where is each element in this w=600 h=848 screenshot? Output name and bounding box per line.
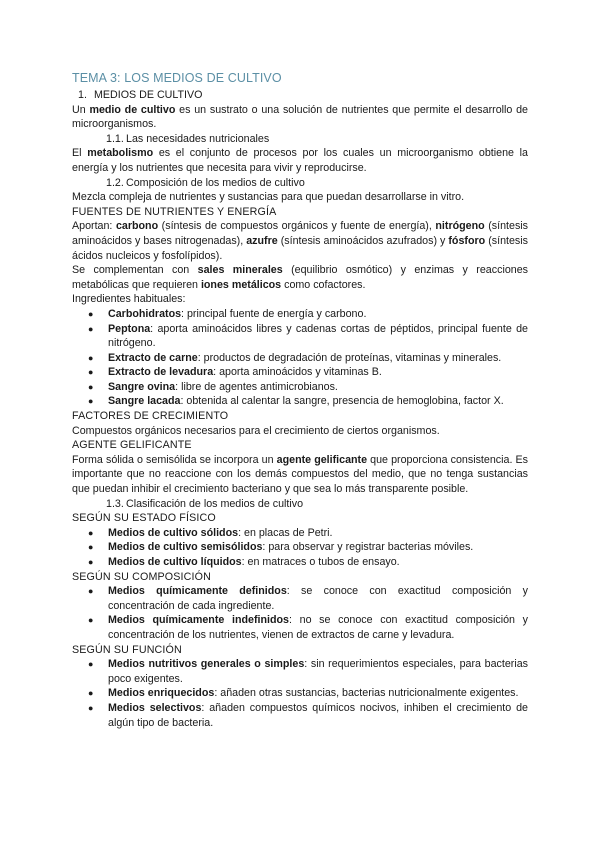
bullet-icon: ● (88, 557, 94, 567)
list-item (72, 380, 528, 395)
agente-heading: AGENTE GELIFICANTE (72, 439, 192, 452)
bold-term: Sangre lacada (108, 395, 181, 408)
item-desc: : para observar y registrar bacterias móviles. (262, 541, 474, 554)
item-desc: : sin requerimientos especiales, para bacterias poco exigentes. (108, 658, 528, 685)
mezcla-paragraph: Mezcla compleja de nutrientes y sustancias para que puedan desarrollarse in vitro. (72, 191, 465, 204)
bold-term: metabolismo (87, 147, 154, 160)
text-run: El (72, 147, 88, 160)
item-desc: : añaden otras sustancias, bacterias nutricionalmente exigentes. (214, 687, 519, 700)
bullet-icon: ● (88, 396, 94, 407)
bold-term: medio de cultivo (89, 103, 176, 116)
bold-term: Medios selectivos (108, 701, 202, 714)
section-label: MEDIOS DE CULTIVO (94, 89, 203, 101)
list-item (72, 613, 528, 642)
document-title: TEMA 3: LOS MEDIOS DE CULTIVO (72, 71, 282, 85)
list-item (72, 584, 528, 613)
section-label: Clasificación de los medios de cultivo (126, 497, 304, 510)
list-item (72, 555, 528, 570)
list-item (72, 351, 528, 366)
text-run: (síntesis aminoácidos azufrados) y (277, 234, 449, 247)
bold-term: Medios químicamente definidos (108, 585, 287, 598)
metabolismo-paragraph (72, 146, 528, 175)
bold-term: nitrógeno (435, 220, 485, 233)
text-run: como cofactores. (281, 278, 366, 291)
text-run: (síntesis aminoácidos y bases nitrogenadas), (72, 220, 529, 247)
section-number: 1. (78, 89, 87, 101)
factores-paragraph: Compuestos orgánicos necesarios para el crecimiento de ciertos organismos. (72, 424, 440, 437)
list-item (72, 701, 528, 730)
item-desc: : obtenida al calentar la sangre, presencia de hemoglobina, factor X. (180, 395, 504, 408)
fuentes-heading: FUENTES DE NUTRIENTES Y ENERGÍA (72, 205, 277, 218)
ingredientes-list (72, 307, 528, 409)
bullet-icon: ● (88, 615, 94, 626)
complementan-paragraph (72, 263, 528, 292)
estado-list (72, 526, 528, 570)
section-1-heading (72, 88, 528, 103)
section-label: Composición de los medios de cultivo (126, 176, 305, 189)
text-run: (equilibrio osmótico) y enzimas y reacciones metabólicas que requieren (72, 264, 528, 291)
bold-term: Medios nutritivos generales o simples (108, 658, 305, 671)
funcion-list (72, 657, 528, 730)
composicion-list (72, 584, 528, 642)
list-item (72, 394, 528, 409)
text-run: Aportan: (72, 220, 116, 233)
agente-paragraph (72, 453, 528, 497)
section-number: 1.2. (106, 176, 124, 189)
list-item (72, 322, 528, 351)
factores-heading: FACTORES DE CRECIMIENTO (72, 410, 229, 423)
text-run: es el conjunto de procesos por los cuales un microorganismo obtiene la energía y los nutrientes que necesita para vivir y reproducirse. (72, 147, 528, 174)
bullet-icon: ● (88, 542, 94, 553)
item-desc: : añaden compuestos químicos nocivos, inhiben el crecimiento de algún tipo de bacteria. (108, 701, 528, 729)
text-run: (síntesis de compuestos orgánicos y fuente de energía), (158, 220, 436, 233)
list-item (72, 365, 528, 380)
section-1-1-heading (72, 132, 528, 147)
bold-term: carbono (115, 220, 159, 233)
list-item (72, 657, 528, 686)
funcion-heading: SEGÚN SU FUNCIÓN (72, 643, 182, 656)
bullet-icon: ● (88, 586, 94, 597)
text-run: es un sustrato o una solución de nutrientes que permite el desarrollo de microorganismos. (72, 103, 528, 131)
bullet-icon: ● (88, 381, 94, 392)
bullet-icon: ● (88, 352, 94, 363)
section-1-2-heading (72, 176, 528, 191)
bold-term: agente gelificante (276, 453, 368, 466)
bold-term: Medios químicamente indefinidos (108, 614, 289, 627)
bold-term: Medios de cultivo semisólidos (108, 541, 263, 554)
item-desc: : principal fuente de energía y carbono. (181, 307, 367, 320)
bullet-icon: ● (88, 659, 94, 670)
bold-term: Extracto de carne (108, 351, 198, 364)
list-item (72, 686, 528, 701)
item-desc: : aporta aminoácidos y vitaminas B. (213, 366, 382, 379)
item-desc: : libre de agentes antimicrobianos. (175, 380, 338, 393)
text-run: (síntesis ácidos nucleicos y fosfolípidos). (72, 234, 528, 262)
aportan-paragraph (72, 219, 528, 263)
bullet-icon: ● (88, 323, 94, 334)
text-run: que proporciona consistencia. Es importante que no reaccione con los demás compuestos del medio, que no tenga sustancias que puedan inhibir el crecimiento bacteriano y que sea lo más transparente posible. (72, 453, 528, 496)
bullet-icon: ● (88, 702, 94, 713)
item-desc: : aporta aminoácidos libres y cadenas cortas de péptidos, principal fuente de nitrógeno. (108, 322, 528, 350)
text-run: Un (72, 103, 90, 116)
item-desc: : no se conoce con exactitud composición y concentración de los nutrientes, vienen de extractos de carne y levadura. (108, 614, 528, 641)
item-desc: : en placas de Petri. (238, 526, 333, 539)
item-desc: : se conoce con exactitud composición y concentración de cada ingrediente. (108, 585, 528, 612)
bold-term: iones metálicos (200, 278, 282, 291)
bold-term: azufre (246, 234, 278, 247)
bold-term: Carbohidratos (108, 307, 182, 320)
intro-paragraph (72, 103, 528, 132)
text-run: Forma sólida o semisólida se incorpora un (72, 453, 277, 466)
estado-heading: SEGÚN SU ESTADO FÍSICO (72, 512, 216, 525)
bullet-icon: ● (88, 367, 94, 378)
bullet-icon: ● (88, 308, 94, 319)
section-number: 1.1. (106, 132, 124, 145)
list-item (72, 540, 528, 555)
bold-term: Medios enriquecidos (108, 687, 215, 700)
ingredientes-label: Ingredientes habituales: (72, 293, 186, 306)
item-desc: : en matraces o tubos de ensayo. (241, 556, 400, 568)
bold-term: sales minerales (197, 264, 283, 277)
bold-term: Peptona (108, 322, 151, 335)
section-label: Las necesidades nutricionales (126, 132, 270, 145)
bullet-icon: ● (88, 688, 94, 699)
list-item (72, 307, 528, 322)
bullet-icon: ● (88, 527, 94, 538)
text-run: Se complementan con (72, 264, 198, 277)
list-item (72, 526, 528, 541)
section-1-3-heading (72, 497, 528, 512)
composicion-heading: SEGÚN SU COMPOSICIÓN (72, 570, 211, 583)
item-desc: : productos de degradación de proteínas, vitaminas y minerales. (197, 351, 502, 364)
section-number: 1.3. (106, 497, 124, 510)
bold-term: Extracto de levadura (108, 366, 214, 379)
bold-term: Medios de cultivo sólidos (108, 526, 239, 539)
bold-term: Medios de cultivo líquidos (108, 556, 242, 568)
bold-term: Sangre ovina (108, 380, 176, 393)
bold-term: fósforo (448, 234, 486, 247)
